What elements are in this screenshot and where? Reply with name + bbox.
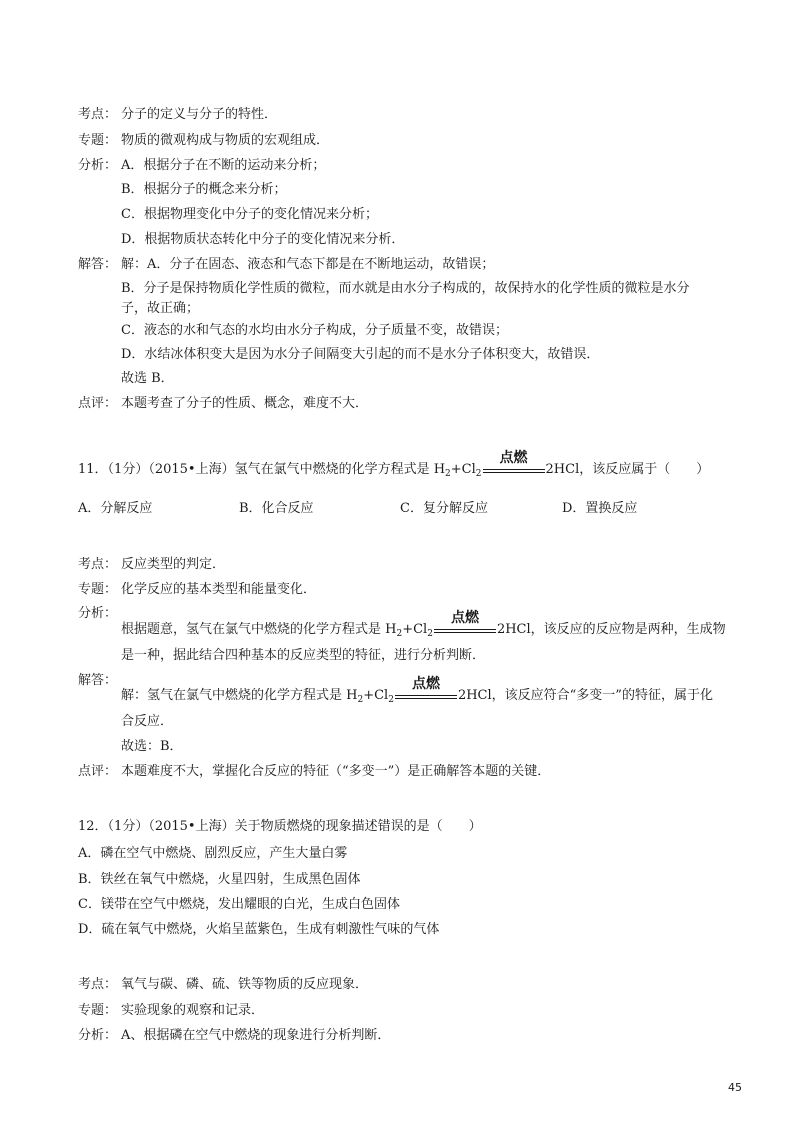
h-subscript: 2 xyxy=(357,695,364,705)
kaodian-label: 考点： xyxy=(78,107,118,122)
jieda-b-text: B．分子是保持物质化学性质的微粒，而水就是由水分子构成的，故保持水的化学性质的微粒是水分 xyxy=(121,281,690,296)
q12-option-a: A．磷在空气中燃烧、剧烈反应，产生大量白雾 xyxy=(78,846,348,861)
fenxi-b-text: B．根据分子的概念来分析； xyxy=(121,182,287,197)
fenxi-a-text: A、根据磷在空气中燃烧的现象进行分析判断． xyxy=(121,1028,391,1043)
jieda-answer: 故选 B． xyxy=(121,371,174,386)
zhuanti-label: 专题： xyxy=(78,582,118,597)
jieda-b-cont: 子，故正确； xyxy=(121,301,200,316)
fenxi-label: 分析： xyxy=(78,1028,118,1043)
kaodian-label: 考点： xyxy=(78,977,118,992)
fenxi-label: 分析： xyxy=(78,158,118,173)
fenxi-a-text: A．根据分子在不断的运动来分析； xyxy=(121,158,326,173)
reaction-condition: 点燃 xyxy=(499,449,528,466)
h-subscript: 2 xyxy=(445,469,451,479)
q12-option-c: C．镁带在空气中燃烧，发出耀眼的白光，生成白色固体 xyxy=(78,897,400,912)
kaodian-label: 考点： xyxy=(78,557,118,572)
jieda-text-end: 2HCl，该反应符合“多变一”的特征，属于化 xyxy=(457,688,713,703)
reaction-condition: 点燃 xyxy=(411,675,440,692)
reaction-arrow xyxy=(395,675,457,702)
plus-cl: +Cl xyxy=(402,622,428,637)
kaodian-text: 分子的定义与分子的特性． xyxy=(121,107,278,122)
q11-jieda-label: 解答： xyxy=(78,673,118,688)
kaodian-text: 反应类型的判定． xyxy=(121,557,226,572)
q12-option-d: D．硫在氧气中燃烧，火焰呈蓝紫色，生成有刺激性气味的气体 xyxy=(78,922,440,937)
q11-option-d: D．置换反应 xyxy=(562,501,638,516)
kaodian-text: 氧气与碳、磷、硫、铁等物质的反应现象． xyxy=(121,977,369,992)
plus-cl: +Cl xyxy=(363,688,389,703)
q12-stem: 12．（1分）（2015•上海）关于物质燃烧的现象描述错误的是（ ） xyxy=(78,819,482,834)
q11-jieda-text xyxy=(121,675,713,709)
cl-subscript: 2 xyxy=(475,469,482,479)
zhuanti-text: 化学反应的基本类型和能量变化． xyxy=(121,582,317,597)
cl-subscript: 2 xyxy=(427,629,433,639)
cl-subscript: 2 xyxy=(388,695,394,705)
fenxi-d-text: D．根据物质状态转化中分子的变化情况来分析． xyxy=(121,232,405,247)
q11-jieda-answer: 故选：B． xyxy=(121,739,183,754)
page-number: 45 xyxy=(728,1081,742,1094)
jieda-text: 解：氢气在氯气中燃烧的化学方程式是 H xyxy=(121,688,358,703)
zhuanti-text: 实验现象的观察和记录． xyxy=(121,1003,265,1018)
jieda-a-text: 解：A．分子在固态、液态和气态下都是在不断地运动，故错误； xyxy=(121,257,495,272)
reaction-arrow xyxy=(434,609,496,636)
q11-option-b: B．化合反应 xyxy=(239,501,314,516)
jieda-c-text: C．液态的水和气态的水均由水分子构成，分子质量不变，故错误； xyxy=(121,323,508,338)
fenxi-text-end: 2HCl，该反应的反应物是两种，生成物 xyxy=(496,622,726,637)
zhuanti-label: 专题： xyxy=(78,133,118,148)
reaction-arrow xyxy=(483,449,545,476)
q11-product: 2HCl，该反应属于（ ） xyxy=(545,462,710,477)
dianping-text: 本题考查了分子的性质、概念，难度不大． xyxy=(121,396,369,411)
q11-stem-text: 11．（1分）（2015•上海）氢气在氯气中燃烧的化学方程式是 H xyxy=(78,462,446,477)
dianping-label: 点评： xyxy=(78,396,118,411)
reaction-condition: 点燃 xyxy=(450,609,479,626)
jieda-d-text: D．水结冰体积变大是因为水分子间隔变大引起的而不是水分子体积变大，故错误． xyxy=(121,347,600,362)
q11-fenxi-label: 分析： xyxy=(78,606,118,621)
q11-stem xyxy=(78,449,710,483)
q12-option-b: B．铁丝在氧气中燃烧，火星四射，生成黑色固体 xyxy=(78,872,361,887)
q11-fenxi-text xyxy=(121,609,726,643)
fenxi-text: 根据题意，氢气在氯气中燃烧的化学方程式是 H xyxy=(121,622,397,637)
zhuanti-text: 物质的微观构成与物质的宏观组成． xyxy=(121,133,330,148)
q11-option-c: C．复分解反应 xyxy=(400,501,488,516)
jieda-label: 解答： xyxy=(78,257,118,272)
plus-cl: +Cl xyxy=(450,462,476,477)
zhuanti-label: 专题： xyxy=(78,1003,118,1018)
dianping-label: 点评： xyxy=(78,764,118,779)
q11-jieda-cont: 合反应． xyxy=(121,714,174,729)
h-subscript: 2 xyxy=(396,629,403,639)
fenxi-c-text: C．根据物理变化中分子的变化情况来分析； xyxy=(121,207,378,222)
q11-fenxi-cont: 是一种，据此结合四种基本的反应类型的特征，进行分析判断． xyxy=(121,648,486,663)
q11-option-a: A．分解反应 xyxy=(78,501,153,516)
dianping-text: 本题难度不大，掌握化合反应的特征（“多变一”）是正确解答本题的关键． xyxy=(121,764,551,779)
